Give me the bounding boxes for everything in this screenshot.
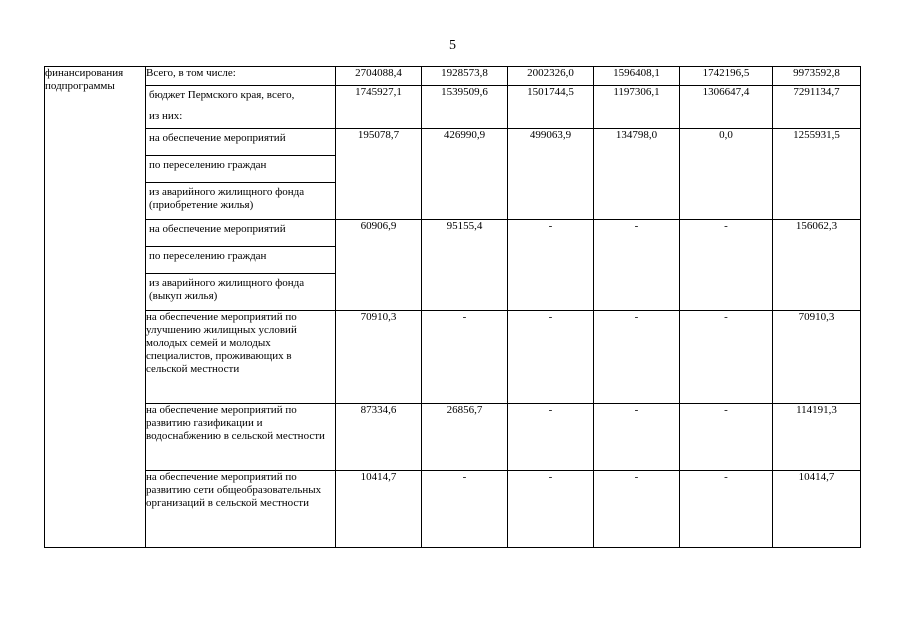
table-cell: 1596408,1 [594,67,680,86]
table-row [45,67,861,86]
description-part: из них: [149,110,183,122]
table-cell: - [680,220,773,311]
table-cell: 1501744,5 [508,86,594,129]
table-cell: 195078,7 [336,129,422,220]
table-cell: - [594,220,680,311]
table-cell: 134798,0 [594,129,680,220]
table-cell: 87334,6 [336,404,422,471]
table-cell: - [508,404,594,471]
table-cell: 10414,7 [336,471,422,548]
label-line: финансирования [45,67,124,79]
table-cell: - [508,220,594,311]
row-description [146,220,336,311]
table-row [45,311,861,404]
description-part: по переселению граждан [146,246,335,273]
table-cell: - [680,404,773,471]
table-cell: 114191,3 [773,404,861,471]
table-cell: - [508,311,594,404]
table-cell: - [594,404,680,471]
table-cell: - [422,471,508,548]
table-cell: 1745927,1 [336,86,422,129]
table-cell: 60906,9 [336,220,422,311]
table-cell: - [594,471,680,548]
table-row [45,86,861,129]
table-cell: 1742196,5 [680,67,773,86]
description-part: на обеспечение мероприятий [149,132,286,144]
table-cell: 10414,7 [773,471,861,548]
table-cell: - [680,471,773,548]
table-row [45,404,861,471]
table-cell: 70910,3 [336,311,422,404]
table-cell: 426990,9 [422,129,508,220]
description-part: из аварийного жилищного фонда (приобретение жилья) [146,182,335,219]
table-cell: 499063,9 [508,129,594,220]
row-description [146,129,336,220]
table-cell: 2704088,4 [336,67,422,86]
table-cell: 9973592,8 [773,67,861,86]
table-cell: - [422,311,508,404]
financing-table [44,66,861,548]
description-part: бюджет Пермского края, всего, [149,89,295,101]
page-number: 5 [449,38,456,53]
row-description: на обеспечение мероприятий по развитию газификации и водоснабжению в сельской местности [146,404,336,471]
table-cell: 1928573,8 [422,67,508,86]
table-cell: 26856,7 [422,404,508,471]
row-description: Всего, в том числе: [146,67,336,86]
row-description [146,86,336,129]
table-cell: - [680,311,773,404]
table-cell: 70910,3 [773,311,861,404]
table-cell: 95155,4 [422,220,508,311]
table-cell: 1255931,5 [773,129,861,220]
description-part: на обеспечение мероприятий [149,223,286,235]
table-cell: 1306647,4 [680,86,773,129]
table-row [45,129,861,220]
table-row [45,471,861,548]
row-description: на обеспечение мероприятий по улучшению жилищных условий молодых семей и молодых специалистов, проживающих в сельской местности [146,311,336,404]
description-part: из аварийного жилищного фонда (выкуп жилья) [146,273,335,310]
table-cell: 1197306,1 [594,86,680,129]
label-line: подпрограммы [45,80,115,92]
table-row [45,220,861,311]
table-cell: 0,0 [680,129,773,220]
row-group-label [45,67,146,548]
row-description: на обеспечение мероприятий по развитию сети общеобразовательных организаций в сельской местности [146,471,336,548]
table-cell: 156062,3 [773,220,861,311]
table-cell: 7291134,7 [773,86,861,129]
description-part: по переселению граждан [146,155,335,182]
table-cell: 2002326,0 [508,67,594,86]
table-cell: 1539509,6 [422,86,508,129]
table-cell: - [508,471,594,548]
table-cell: - [594,311,680,404]
